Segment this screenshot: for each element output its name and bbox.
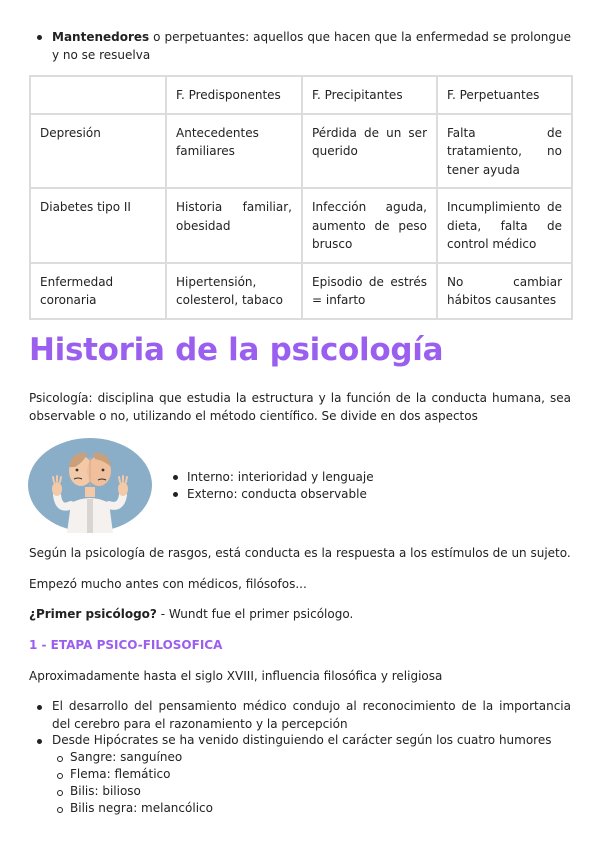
table-cell: Falta de tratamiento, no tener ayuda [437,114,572,189]
table-row [30,114,572,189]
table-header-cell: F. Precipitantes [302,76,437,114]
bullet-dot [173,492,178,497]
traits-paragraph: Según la psicología de rasgos, está conducta es la respuesta a los estímulos de un sujeto. [29,546,571,560]
section-heading: 1 - ETAPA PSICO-FILOSOFICA [29,638,223,652]
bullet-dot [37,705,42,710]
table-cell: Infección aguda, aumento de peso brusco [302,188,437,263]
table-cell: Episodio de estrés = infarto [302,263,437,319]
table-cell: Antecedentes familiares [166,114,302,189]
table-cell: Diabetes tipo II [30,188,166,263]
table-cell: Pérdida de un ser querido [302,114,437,189]
table-cell: Historia familiar, obesidad [166,188,302,263]
table-row [30,188,572,263]
intro-bullet-desc: o perpetuantes: aquellos que hacen que la enfermedad se prolongue y no se resuelva [52,30,571,62]
aspect-item: Interno: interioridad y lenguaje [187,470,374,484]
humor-item: Bilis negra: melancólico [70,801,213,815]
sub-bullet-ring [57,756,63,762]
page-title: Historia de la psicología [29,332,444,368]
intro-bullet-text [52,28,571,64]
table-row [30,263,572,319]
section-intro: Aproximadamente hasta el siglo XVIII, influencia filosófica y religiosa [29,669,443,683]
table-header-row [30,76,572,114]
table-cell: Hipertensión, colesterol, tabaco [166,263,302,319]
sub-bullet-ring [57,790,63,796]
first-psychologist-paragraph [29,605,571,623]
sub-bullet-ring [57,807,63,813]
table-header-cell: F. Perpetuantes [437,76,572,114]
humor-item: Sangre: sanguíneo [70,750,183,764]
sub-bullet-ring [57,773,63,779]
humor-item: Flema: flemático [70,767,171,781]
bullet-dot [37,35,42,40]
table-cell: Depresión [30,114,166,189]
bullet-dot [37,739,42,744]
intro-bullet-term: Mantenedores [52,30,150,44]
table-cell: Incumplimiento de dieta, falta de control médico [437,188,572,263]
section-bullet: Desde Hipócrates se ha venido distinguiendo el carácter según los cuatro humores [52,733,552,747]
first-psychologist-answer: - Wundt fue el primer psicólogo. [156,607,354,621]
factors-table [29,75,573,320]
first-psychologist-question: ¿Primer psicólogo? [29,607,157,621]
two-faced-person-illustration [27,437,153,533]
bullet-dot [173,475,178,480]
table-header-cell: F. Predisponentes [166,76,302,114]
section-bullet: El desarrollo del pensamiento médico condujo al reconocimiento de la importancia del cerebro para el razonamiento y la percepción [52,699,571,731]
started-paragraph: Empezó mucho antes con médicos, filósofos... [29,577,307,591]
table-cell: No cambiar hábitos causantes [437,263,572,319]
table-header-cell [30,76,166,114]
definition-paragraph: Psicología: disciplina que estudia la estructura y la función de la conducta humana, sea observable o no, utilizando el método científico. Se divide en dos aspectos [29,391,571,423]
aspect-item: Externo: conducta observable [187,487,367,501]
table-cell: Enfermedad coronaria [30,263,166,319]
humor-item: Bilis: bilioso [70,784,141,798]
